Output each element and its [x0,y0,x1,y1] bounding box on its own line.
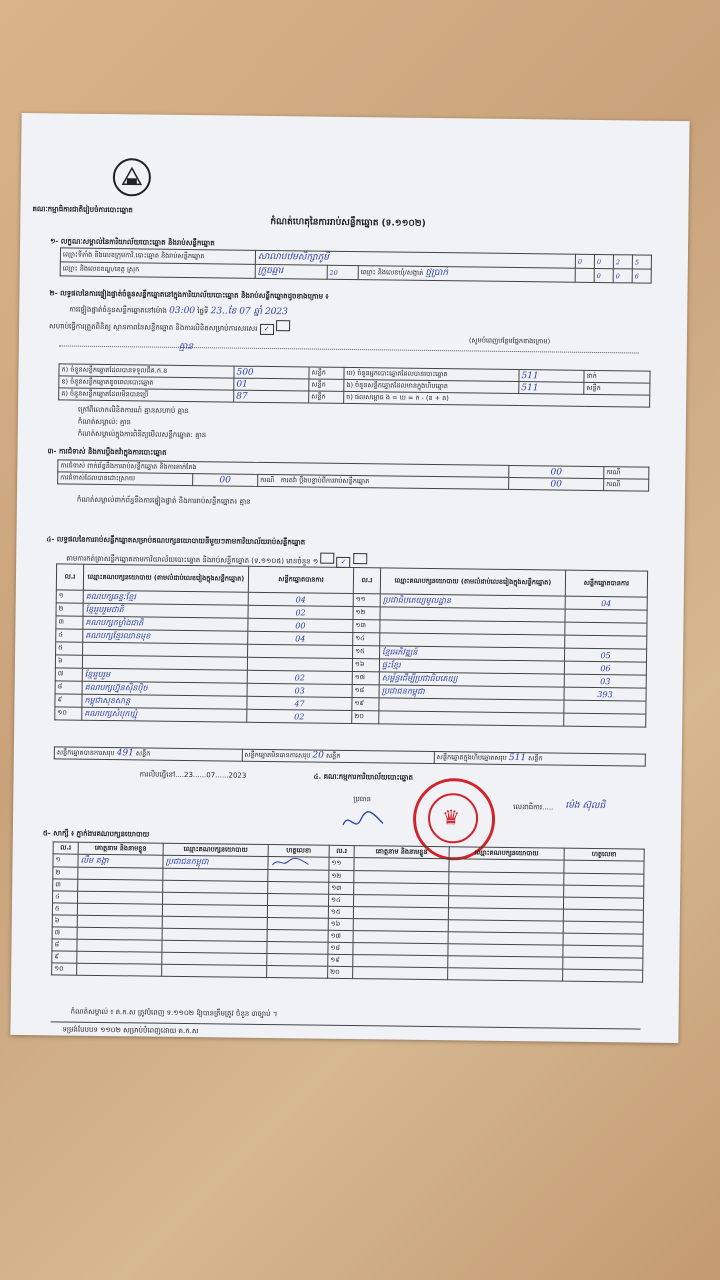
witness-number: ២០ [328,966,353,978]
unit: សន្លឹក [309,379,344,391]
party-votes: 47 [247,696,352,710]
commune-label: ឈ្មោះ និងលេខឃុំ/សង្កាត់ ថ្មប្រាក់ [358,266,575,283]
witness-signature [267,966,328,979]
witness-number: ១ [53,854,78,867]
party-number: ១៥ [353,646,380,659]
party-name: សម្ព័ន្ធដើម្បីប្រជាធិបតេយ្យ [379,672,564,687]
witness-signature [268,870,329,883]
witness-signature [564,873,644,886]
col-party: ឈ្មោះគណបក្សនយោបាយ [449,847,564,860]
resolved-value: 00 [193,474,258,487]
witness-number: ៩ [52,951,77,963]
party-votes: 393 [564,687,646,701]
spoiled-value: 01 [234,378,309,391]
witness-number: ១៦ [328,918,353,930]
note-rule [59,345,639,353]
witness-signature [563,909,643,922]
col-no: ល.រ [353,568,380,594]
col-votes: សន្លឹកឆ្នោតបានការ [565,570,647,597]
section3-note: កំណត់សម្គាល់ពាក់ព័ន្ធនឹងការផ្ទៀងផ្ទាត់ និងការរាប់សន្លឹកឆ្នោត៖ គ្មាន [76,495,251,506]
party-name: កម្ពុជាសុខសាន្ត [82,694,247,709]
party-name: គណបក្សឆន្ទៈខ្មែរ [83,590,248,605]
witness-number: ៦ [52,915,77,927]
party-number: ៦ [55,655,82,668]
witness-signature [564,860,644,874]
party-votes [564,713,646,727]
witness-party [162,964,267,977]
party-number: ៩ [55,694,82,707]
committee-label: ៤. គណៈកម្មការការិយាល័យបោះឆ្នោត [313,772,413,782]
witness-name [78,867,163,880]
witness-number: ១៣ [329,882,354,894]
party-number: ២០ [352,711,379,724]
witness-number: ១២ [329,870,354,882]
party-number: ១៨ [352,685,379,698]
option-box-1 [320,553,334,564]
witness-number: ១៩ [328,954,353,966]
section2-mark: គ្មាន [178,341,194,353]
party-number: ១២ [353,607,380,620]
col-name: គោត្តនាម និងនាមខ្លួន [78,842,163,855]
witness-name [77,963,162,976]
witness-number: ៧ [52,927,77,939]
witness-signature [267,906,328,919]
section5-note: កំណត់សម្គាល់ ៖ គ.ក.ស ត្រូវបំពេញ ទ.១១០២ ឱ្យបានត្រឹមត្រូវ ចំនួន ៣ច្បាប់ ។ [70,1007,278,1019]
witness-signature [267,894,328,907]
code-b-3: 6 [632,269,651,283]
code-a-3: 2 [613,255,632,269]
witness-name [77,915,162,928]
no-checkbox [276,320,290,331]
witness-signature [563,921,643,934]
chair-signature-icon [339,807,389,836]
section1-title: ១- លក្ខណៈសម្គាល់នៃការិយាល័យបោះឆ្នោត និងរាប់សន្លឹកឆ្នោត [50,237,215,248]
code-b-2: 0 [613,269,632,283]
appeal-value: 00 [509,477,604,490]
col-party: ឈ្មោះគណបក្សនយោបាយ (តាមលំដាប់លេខរៀងក្នុងសន្លឹកឆ្នោត) [380,568,565,596]
received-value: 500 [234,366,309,379]
witness-name [77,951,162,964]
witness-signature [267,930,328,943]
witness-name [353,967,448,980]
district-value: ក្រួចឆ្មារ [255,264,327,279]
results-table [54,563,648,727]
party-number: ១៤ [353,633,380,646]
witness-number: ៨ [52,939,77,951]
code-a-4: 5 [632,255,651,269]
party-votes: 02 [247,709,352,723]
voters-label: ឃ) ចំនួនអ្នកបោះឆ្នោតដែលបានបោះឆ្នោត [344,367,519,381]
col-no: ល.រ [329,845,354,857]
witness-number: ៥ [52,903,77,915]
witness-party [448,968,563,981]
party-number: ៤ [56,629,83,642]
witness-signature [563,945,643,958]
complaints-table [57,459,649,491]
code-b-1: 0 [594,268,613,282]
witness-number: ១៨ [328,942,353,954]
after-line-2: កំណត់សម្គាល់: គ្មាន [77,417,132,427]
party-name: គណបក្សកម្លាំងជាតិ [83,616,248,631]
inspection-line: សហាប់ធ្វើការត្រួតពិនិត្យ ស្ថានភាពនៃសន្លឹកឆ្នោត និងការលិខិតសម្រាប់ការសរសេរ ✓ [49,317,290,335]
unit: ករណី [604,479,649,492]
party-votes: 03 [247,683,352,697]
witness-name [354,858,449,872]
witness-name [77,903,162,916]
party-number: ២ [56,603,83,616]
code-a-1: 0 [575,254,594,268]
complaint-value: 00 [509,465,604,478]
party-votes: 04 [248,592,353,606]
witness-signature [564,885,644,898]
witness-signature [563,969,643,982]
form-title: កំណត់ហេតុនៃការរាប់សន្លឹកឆ្នោត (ទ.១១០២) [270,217,426,229]
received-label: ក) ចំនួនសន្លឹកឆ្នោតដែលបានទទួលពីគ.ក.ខ [59,364,234,378]
witness-number: ១៤ [328,894,353,906]
party-number: ៨ [55,681,82,694]
district-label: ឈ្មោះ និងលេខខណ្ឌ/ខេត្ត ស្រុក [60,262,255,278]
total-ballots-value: 511 [508,752,527,764]
secretary-label: លេខាធិការ..... [513,803,554,812]
commune-value: ថ្មប្រាក់ [425,267,449,279]
party-votes: 04 [248,631,353,645]
witness-signature [267,918,328,931]
formula-label: ច) ផលសម្ពោធ ង = ឃ = ក - (ខ + គ) [344,391,650,407]
location-label: ឈ្មោះទីតាំង និងលេខក្រុមការិ.បោះឆ្នោត និងរាប់សន្លឹកឆ្នោត [60,248,255,264]
party-name: ខ្មែររួបរួមជាតិ [83,603,248,618]
form-footer: ទម្រង់បែបបទ ១១០២ សម្រាប់បំពេញដោយ គ.ក.ស [62,1025,199,1036]
section1-table [60,247,652,283]
party-name [379,711,564,726]
party-number: ១៩ [352,698,379,711]
party-name: ផ្ទះខ្មែរ [379,659,564,674]
option-box-2: ✓ [337,557,351,568]
col-party: ឈ្មោះគណបក្សនយោបាយ (តាមលំដាប់លេខរៀងក្នុងសន្លឹកឆ្នោត) [83,564,248,592]
voters-value: 511 [519,370,584,383]
party-votes: 02 [247,670,352,684]
party-votes: 05 [565,648,647,662]
witness-number: ២ [53,867,78,879]
section5-title: ៥- សាក្សី ៖ ភ្នាក់ងារគណបក្សនយោបាយ [42,829,150,839]
party-votes [565,622,647,636]
witness-number: ១៥ [328,906,353,918]
after-line-3: កំណត់សម្គាល់ក្នុងការពិនិត្យមើលសន្លឹកឆ្នោត: គ្មាន [77,429,207,440]
total-ballots: សន្លឹកឆ្នោតក្នុងហិបឆ្នោតសរុប 511 សន្លឹក [434,752,645,767]
district-number: 20 [327,265,358,279]
witness-name [77,927,162,940]
location-value: សាលាបឋមសិក្សាភូមិ [255,250,575,268]
witness-signature [563,957,643,970]
section4-title: ៤- លទ្ធផលនៃការរាប់សន្លឹកឆ្នោតសម្រាប់គណបក្សនយោបាយនីមួយៗតាមការិយាល័យរាប់សន្លឹកឆ្នោត [46,535,306,547]
unit: សន្លឹក [309,391,344,403]
total-invalid: សន្លឹកឆ្នោតមិនបានការសរុប 20 សន្លឹក [242,749,434,763]
option-box-3 [353,553,367,564]
col-votes: សន្លឹកឆ្នោតបានការ [248,566,353,593]
party-number: ៧ [55,668,82,681]
witness-number: ១៧ [328,930,353,942]
party-number: ១១ [353,594,380,607]
resolved-label: ការជំទាស់ដែលបានដោះស្រាយ [58,472,193,486]
party-votes [564,700,646,714]
party-votes: 04 [565,596,647,610]
party-number: ១០ [55,707,82,720]
party-number: ៥ [56,642,83,655]
unit: សន្លឹក [584,382,650,395]
party-votes: 00 [248,618,353,632]
unit: សន្លឹក [309,367,344,379]
witness-signature [268,882,329,895]
party-name: គណបក្សសំបុកឃ្មុំ [82,707,247,722]
witness-signature [268,857,329,871]
totals-table [54,746,646,766]
unused-label: គ) ចំនួនសន្លឹកឆ្នោតដែលមិនបានប្រើ [59,388,234,402]
party-votes: 02 [248,605,353,619]
ballot-count-form [10,113,689,1043]
witness-number: ៣ [53,879,78,891]
party-votes: 03 [564,674,646,688]
party-name: ប្រជាជនកម្ពុជា [379,685,564,700]
secretary-name: ម៉េង ស៊ុលធិ [565,800,606,812]
party-number: ១៣ [353,620,380,633]
party-number: ១៧ [352,672,379,685]
official-seal-icon: ♛ [413,778,496,861]
ballot-count-table [58,363,650,407]
total-invalid-value: 20 [312,750,324,761]
party-votes [565,635,647,649]
national-emblem-icon [113,158,151,196]
witness-party: ប្រជាជនកម្ពុជា [163,855,268,869]
org-name: គណៈកម្មាធិការជាតិរៀបចំការបោះឆ្នោត [32,205,133,215]
signing-date: ការលិបធ្វើនៅ....23......07......2023 [139,770,247,780]
chair-label: ប្រធាន [353,795,371,804]
witness-table [51,841,645,982]
signature-icon [270,857,310,867]
party-votes [248,644,353,658]
after-line-1: ក្រៅពីលោកលិខិតការណ៍ គ្មានសហាប់ គ្មាន [77,405,189,416]
witness-signature [563,897,643,910]
witness-signature [563,933,643,946]
appeal-cell: ករណី ការតវ៉ា ប្ដឹងបន្ទាប់ពីការរាប់សន្លឹកឆ្នោត [258,474,509,489]
count-date: 23..ខែ 07 ឆ្នាំ 2023 [210,306,288,318]
ballot-box-label: ង) ចំនួនសន្លឹកឆ្នោតដែលមានក្នុងហិបឆ្នោត [344,379,519,393]
spoiled-label: ខ) ចំនួនសន្លឹកឆ្នោតខូចពេលបោះឆ្នោត [59,376,234,390]
witness-name: លឹម គង្គា [78,854,163,868]
witness-number: ៤ [53,891,78,903]
col-name: គោត្តនាម និងនាមខ្លួន [354,846,449,859]
party-name: ប្រជាធិបតេយ្យមូលដ្ឋាន [380,594,565,609]
party-number: ១៦ [352,659,379,672]
party-number: ១ [56,590,83,603]
witness-name [78,891,163,904]
section3-title: ៣- ការជំទាស់ និងការប្ដឹងតវ៉ាក្នុងការបោះឆ្នោត [47,447,167,457]
party-number: ៣ [56,616,83,629]
ballot-box-value: 511 [519,382,584,395]
party-votes [565,609,647,623]
total-valid-value: 491 [116,748,134,759]
col-no: ល.រ [56,564,83,590]
party-name: គណបក្សខ្មែរឈានមុខ [83,629,248,644]
witness-number: ១១ [329,857,354,870]
complaint-label: ការជំទាស់ ពាក់ព័ន្ធនឹងការរាប់សន្លឹកឆ្នោត និងការតាក់តែង [58,460,509,478]
witness-signature [267,954,328,967]
section2-note: (សូមបំពេញបន្ថែមផ្នែកខាងក្រោម) [468,336,551,346]
party-votes: 06 [564,661,646,675]
section4-sub: តាមការកត់ត្រាសន្លឹកឆ្នោតតាមការិយាល័យបោះឆ្នោត និងរាប់សន្លឹកឆ្នោត (ទ.១១០៥) មានចំនួន ១ ✓ [66,550,367,569]
party-name: ខ្មែរអភិវឌ្ឍន៍ [380,646,565,661]
time-line: ការផ្ទៀងផ្ទាត់ចំនួនសន្លឹកឆ្នោតនៅម៉ោង 03:00 ថ្ងៃទី 23..ខែ 07 ឆ្នាំ 2023 [69,305,288,318]
unit: នាក់ [584,370,650,383]
yes-checkbox: ✓ [260,324,274,335]
section2-title: ២- លទ្ធផលនៃការផ្ទៀងផ្ទាត់ចំនួនសន្លឹកឆ្នោតនៅក្នុងការិយាល័យបោះឆ្នោត និងរាប់សន្លឹកឆ្នោតដូចខាងក្រោម ៖ [49,289,329,301]
unused-value: 87 [234,390,309,403]
total-valid: សន្លឹកឆ្នោតបានការសរុប 491 សន្លឹក [54,747,242,761]
col-party: ឈ្មោះគណបក្សនយោបាយ [163,843,268,856]
witness-number: ១០ [52,963,77,975]
witness-name [353,955,448,968]
party-name: គណបក្សហ្វ៊ុនស៊ិនប៉ិច [82,681,247,696]
unit: ករណី [604,467,649,480]
col-signature: ហត្ថលេខា [268,845,329,858]
col-signature: ហត្ថលេខា [564,848,644,861]
count-time: 03:00 [169,305,196,317]
witness-signature [267,942,328,955]
witness-name [77,939,162,952]
party-votes [247,657,352,671]
party-name: ខ្មែររួបរួម [82,668,247,683]
col-no: ល.រ [53,842,78,854]
code-a-2: 0 [594,254,613,268]
witness-name [78,879,163,892]
